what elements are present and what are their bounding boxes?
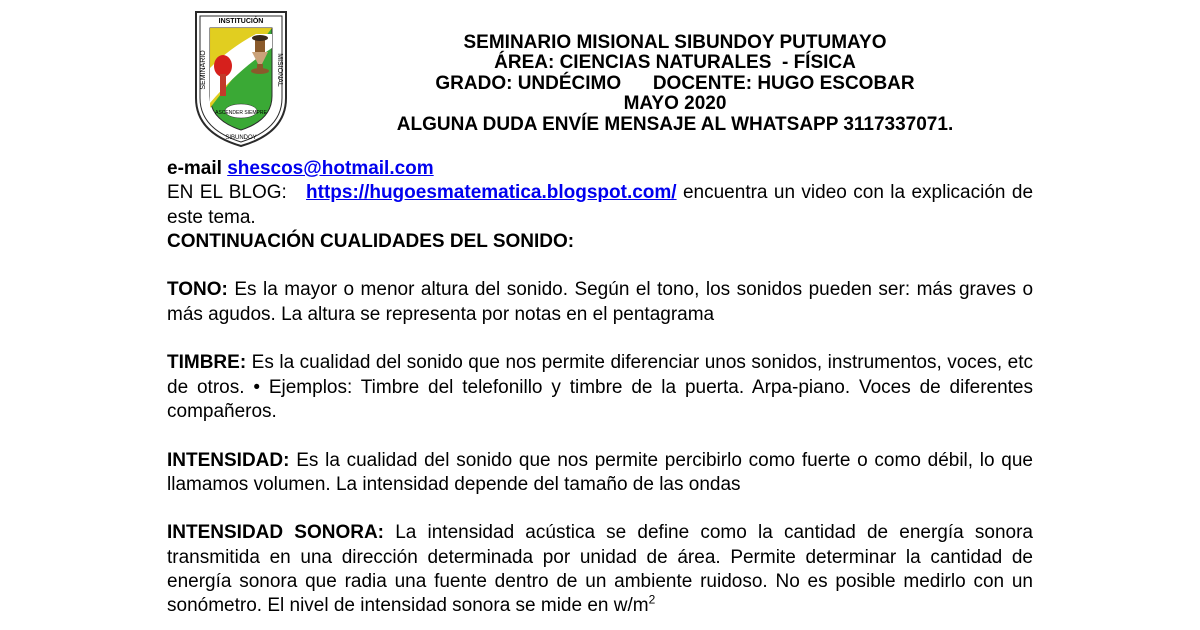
header-area: ÁREA: CIENCIAS NATURALES - FÍSICA <box>494 52 856 74</box>
document-header <box>300 33 1050 135</box>
school-logo <box>190 8 292 148</box>
blog-text: encuentra un video con la explicación de este tema. <box>167 182 1034 228</box>
document-body <box>167 157 1033 619</box>
term-timbre: TIMBRE: <box>167 352 247 374</box>
text-intensidad-sonora: La intensidad acústica se define como la cantidad de energía sonora transmitida en una dirección determinada por unidad de área. Permite determinar la cantidad de energía sonora que radia una fuente dentro de un ambiente ruidoso. No es posible medirlo con un sonómetro. El nivel de intensidad sonora se mide en w/m <box>167 522 1033 617</box>
header-date: MAYO 2020 <box>623 93 727 115</box>
paragraph-intensidad <box>167 449 1033 498</box>
text-intensidad: Es la cualidad del sonido que nos permite percibirlo como fuerte o como débil, lo que llamamos volumen. La intensidad depende del tamaño de las ondas <box>167 449 1033 495</box>
paragraph-timbre <box>167 351 1033 424</box>
logo-motto: ASCENDER SIEMPRE <box>215 110 267 116</box>
term-tono: TONO: <box>167 279 228 301</box>
header-school: SEMINARIO MISIONAL SIBUNDOY PUTUMAYO <box>463 32 887 53</box>
email-label: e-mail <box>167 158 222 179</box>
paragraph-tono <box>167 278 1033 327</box>
header-grade-teacher: GRADO: UNDÉCIMO DOCENTE: HUGO ESCOBAR <box>435 72 915 94</box>
blog-line <box>167 181 1033 230</box>
logo-left-text: SEMINARIO <box>200 50 207 90</box>
header-whatsapp: ALGUNA DUDA ENVÍE MENSAJE AL WHATSAPP 3117337071. <box>396 113 954 135</box>
logo-right-text: MISIONAL <box>276 53 283 87</box>
unit-superscript: 2 <box>648 593 656 608</box>
blog-label: EN EL BLOG: <box>167 182 287 204</box>
term-intensidad: INTENSIDAD: <box>167 449 290 471</box>
email-link[interactable]: shescos@hotmail.com <box>227 158 434 179</box>
blog-link[interactable]: https://hugoesmatematica.blogspot.com/ <box>306 182 677 204</box>
paragraph-intensidad-sonora <box>167 521 1033 618</box>
term-intensidad-sonora: INTENSIDAD SONORA: <box>167 522 385 544</box>
section-title: CONTINUACIÓN CUALIDADES DEL SONIDO: <box>167 230 575 252</box>
email-line <box>167 157 1033 181</box>
logo-top-text: INSTITUCIÓN <box>218 18 264 25</box>
text-tono: Es la mayor o menor altura del sonido. Según el tono, los sonidos pueden ser: más graves o más agudos. La altura se representa por notas en el pentagrama <box>167 279 1034 325</box>
logo-bottom-text: SIBUNDOY <box>225 135 257 141</box>
text-timbre: Es la cualidad del sonido que nos permite diferenciar unos sonidos, instrumentos, voces, etc de otros. • Ejemplos: Timbre del telefonillo y timbre de la puerta. Arpa-piano. Voces de diferentes compañeros. <box>167 352 1033 422</box>
